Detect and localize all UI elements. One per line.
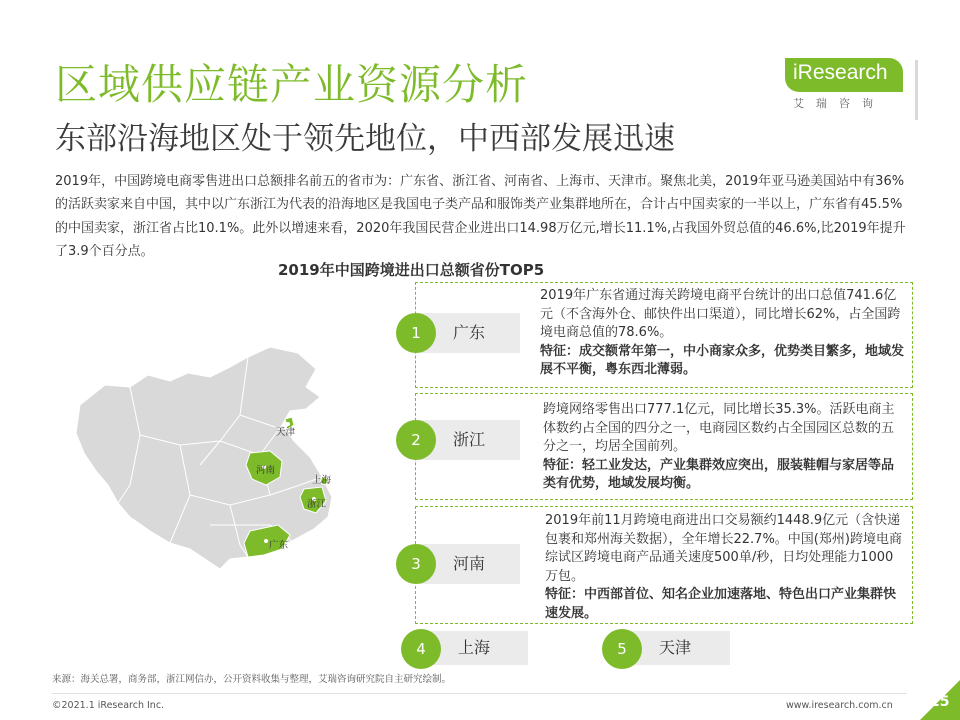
decorative-line [915,60,918,120]
province-desc-3 [545,512,905,623]
page-subtitle: 东部沿海地区处于领先地位，中西部发展迅速 [55,121,675,157]
province-tag-4: 上海 [420,631,528,665]
map-label-tianjin: 天津 [276,427,296,438]
province-text-2: 跨境网络零售出口777.1亿元，同比增长35.3%。活跃电商主体数约占全国的四分之一，电商园区数约占全国园区总数的五分之一，均居全国前列。 [543,402,895,454]
rank-badge-2: 2 [396,420,436,460]
rank-badge-3: 3 [396,544,436,584]
map-label-henan: 河南 [256,465,276,476]
chart-title: 2019年中国跨境进出口总额省份TOP5 [278,261,545,279]
website-url: www.iresearch.com.cn [786,700,893,711]
iresearch-logo [785,58,910,114]
map-label-shanghai: 上海 [312,475,332,486]
logo-subtext: 艾瑞咨询 [793,97,885,110]
copyright: ©2021.1 iResearch Inc. [52,700,165,711]
source-note: 来源：海关总署，商务部，浙江网信办，公开资料收集与整理，艾瑞咨询研究院自主研究绘制。 [52,674,452,685]
rank-badge-1: 1 [396,313,436,353]
province-feature-1: 特征：成交额常年第一，中小商家众多，优势类目繁多，地域发展不平衡，粤东西北薄弱。 [540,343,905,377]
province-feature-2: 特征：轻工业发达，产业集群效应突出，服装鞋帽与家居等品类有优势，地域发展均衡。 [543,457,895,491]
province-desc-1 [540,287,905,380]
map-label-guangdong: 广东 [269,540,289,551]
province-text-1: 2019年广东省通过海关跨境电商平台统计的出口总值741.6亿元（不含海外仓、邮快件出口渠道），同比增长62%，占全国跨境电商总值的78.6%。 [540,288,901,340]
province-tag-1: 广东 [418,313,520,353]
province-tag-3: 河南 [418,544,520,584]
province-tag-5: 天津 [620,631,730,665]
china-mainland-shape [76,347,332,569]
province-desc-2 [543,401,905,494]
page-number: 25 [930,694,950,710]
map-label-zhejiang: 浙江 [307,499,327,510]
rank-badge-5: 5 [602,629,642,669]
logo-text: iResearch [793,61,888,84]
province-text-3: 2019年前11月跨境电商进出口交易额约1448.9亿元（含快递包裹和郑州海关数据），全年增长22.7%。中国(郑州)跨境电商综试区跨境电商产品通关速度500单/秒，日均处理能力1000万包。 [545,513,902,584]
footer-divider [52,693,907,694]
intro-paragraph: 2019年，中国跨境电商零售进出口总额排名前五的省市为：广东省、浙江省、河南省、上海市、天津市。聚焦北美，2019年亚马逊美国站中有36%的活跃卖家来自中国，其中以广东浙江为代表的沿海地区是我国电子类产品和服饰类产业集群地所在，合计占中国卖家的一半以上，广东省有45.5%的中国卖家，浙江省占比10.1%。此外以增速来看，2020年我国民营企业进出口14.98万亿元,增长11.1%,占我国外贸总值的46.6%,比2019年提升了3.9个百分点。 [55,174,906,259]
rank-badge-4: 4 [401,629,441,669]
page-title: 区域供应链产业资源分析 [55,60,529,109]
province-feature-3: 特征：中西部首位、知名企业加速落地、特色出口产业集群快速发展。 [545,587,897,621]
china-map [70,345,360,575]
province-tag-2: 浙江 [418,420,520,460]
